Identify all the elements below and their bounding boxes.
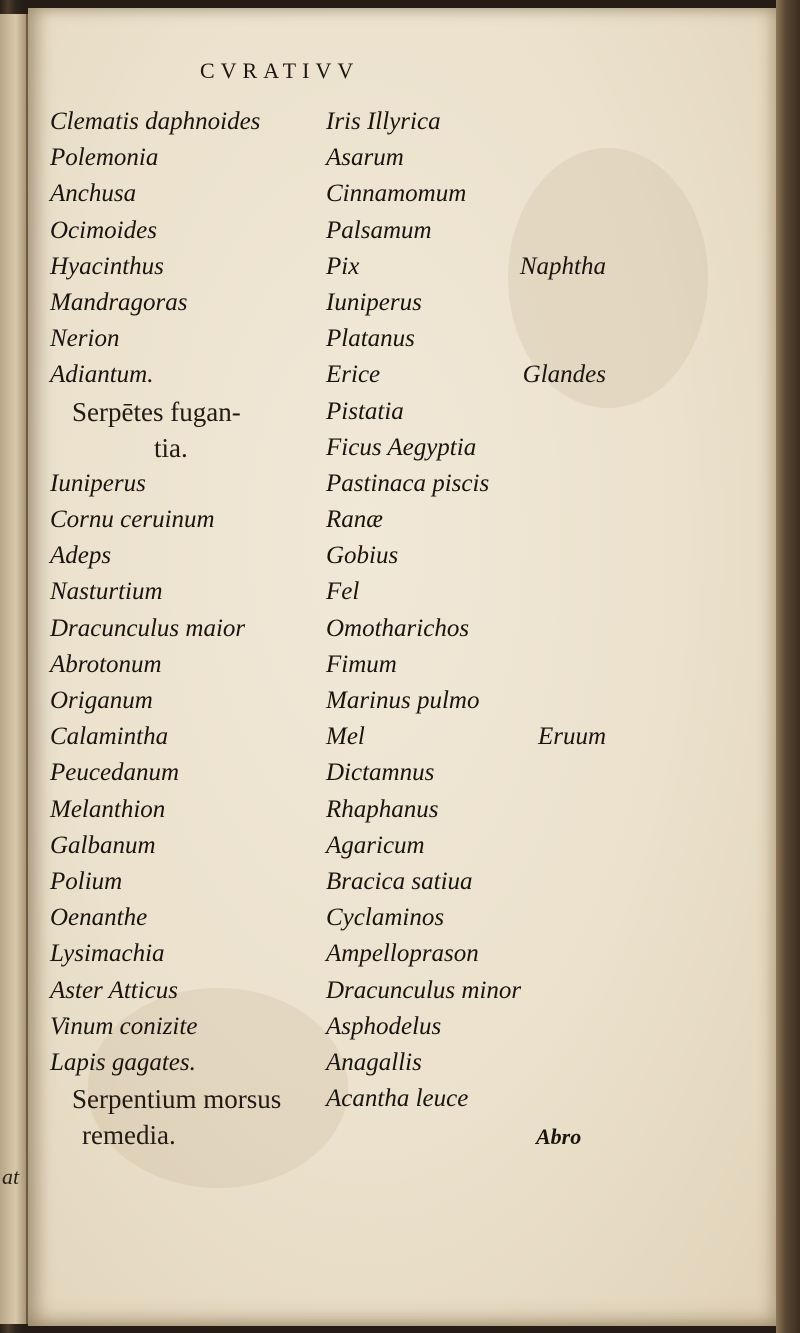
- list-item: [326, 864, 606, 900]
- list-item: [50, 936, 320, 972]
- list-item: [50, 792, 320, 828]
- entry-text: Erice: [326, 361, 381, 389]
- list-item: [50, 1045, 320, 1081]
- entry-text: Mel: [326, 723, 365, 751]
- list-item: [50, 321, 320, 357]
- list-item: [326, 828, 606, 864]
- list-item: [50, 900, 320, 936]
- list-item: [326, 249, 606, 285]
- entry-text: Iuniperus: [326, 288, 422, 316]
- left-column: [50, 104, 320, 1153]
- entry-text: Hyacinthus: [50, 252, 164, 280]
- list-item: [326, 430, 606, 466]
- entry-text-right: Eruum: [537, 723, 606, 751]
- entry-text: Polium: [50, 867, 123, 895]
- list-item: [326, 538, 606, 574]
- entry-text: Serpētes fugan-: [72, 396, 241, 427]
- entry-text: Iris Illyrica: [326, 108, 441, 135]
- entry-text-right: Glandes: [522, 361, 606, 389]
- entry-text: Peucedanum: [50, 759, 180, 787]
- entry-text: Ranæ: [326, 506, 383, 534]
- list-item: [326, 719, 606, 755]
- entry-text: Origanum: [50, 687, 153, 714]
- entry-text: Ficus Aegyptia: [326, 433, 477, 461]
- entry-text: Abrotonum: [50, 650, 162, 678]
- list-item: [326, 357, 606, 393]
- entry-text: Nasturtium: [50, 578, 163, 606]
- list-item: [50, 683, 320, 719]
- list-item: [50, 647, 320, 683]
- previous-page-edge: [0, 14, 28, 1324]
- list-item: [50, 140, 320, 176]
- list-item: [326, 755, 606, 791]
- entry-text: Lysimachia: [50, 940, 165, 968]
- entry-text: Rhaphanus: [326, 795, 439, 823]
- list-item: [50, 973, 320, 1009]
- entry-text: Palsamum: [326, 216, 432, 244]
- list-item: [326, 140, 606, 176]
- entry-text: Iuniperus: [50, 469, 146, 497]
- entry-text: Anchusa: [50, 180, 137, 208]
- list-item: [50, 249, 320, 285]
- binding-edge: [776, 0, 800, 1333]
- list-item: [326, 213, 606, 249]
- list-item: [50, 502, 320, 538]
- entry-text: Clematis daphnoides: [50, 108, 261, 135]
- list-item: [50, 466, 320, 502]
- list-item: [50, 104, 320, 140]
- entry-text: Nerion: [50, 325, 120, 353]
- entry-text: Asphodelus: [326, 1012, 442, 1040]
- entry-text: Dracunculus maior: [50, 614, 246, 642]
- entry-text: Galbanum: [50, 831, 156, 859]
- entry-text: Serpentium morsus: [72, 1084, 282, 1115]
- list-item: [50, 719, 320, 755]
- list-item: [326, 574, 606, 610]
- entry-text: Ocimoides: [50, 216, 157, 244]
- catchword: Abro: [536, 1124, 582, 1149]
- entry-text: Adeps: [50, 542, 112, 570]
- list-item: [326, 647, 606, 683]
- list-item: [326, 104, 606, 140]
- list-item: [50, 357, 320, 393]
- entry-text: Vinum conizite: [50, 1012, 198, 1040]
- list-item: [50, 394, 320, 430]
- entry-text: tia.: [154, 432, 188, 463]
- entry-text: Acantha leuce: [326, 1085, 469, 1113]
- right-column: [326, 104, 606, 1117]
- entry-text: Gobius: [326, 542, 399, 570]
- list-item: [326, 502, 606, 538]
- list-item: [50, 574, 320, 610]
- margin-mark: at: [2, 1164, 20, 1189]
- list-item: [326, 1081, 606, 1117]
- entry-text: Cyclaminos: [326, 904, 445, 932]
- entry-text: Dracunculus minor: [326, 976, 522, 1004]
- entry-text: Marinus pulmo: [326, 687, 480, 714]
- list-item: [326, 936, 606, 972]
- list-item: [326, 321, 606, 357]
- entry-text: Anagallis: [326, 1048, 422, 1076]
- list-item: [50, 828, 320, 864]
- entry-text: Oenanthe: [50, 904, 148, 932]
- list-item: [326, 900, 606, 936]
- list-item: [50, 176, 320, 212]
- list-item: [50, 285, 320, 321]
- list-item: [326, 973, 606, 1009]
- list-item: [326, 1009, 606, 1045]
- entry-text: Adiantum.: [50, 361, 154, 389]
- entry-text: Agaricum: [326, 831, 425, 859]
- list-item: [50, 430, 320, 466]
- entry-text: Polemonia: [50, 144, 159, 172]
- entry-text: Aster Atticus: [50, 976, 179, 1004]
- entry-text: Pistatia: [326, 397, 404, 425]
- entry-text: Melanthion: [50, 795, 166, 823]
- entry-text-right: Naphtha: [519, 252, 606, 280]
- list-item: [326, 466, 606, 502]
- list-item: [50, 611, 320, 647]
- list-item: [326, 1045, 606, 1081]
- list-item: [50, 213, 320, 249]
- entry-text: Calamintha: [50, 723, 169, 751]
- entry-text: Platanus: [326, 325, 415, 353]
- list-item: [326, 176, 606, 212]
- list-item: [326, 611, 606, 647]
- running-header: CVRATIVV: [200, 58, 360, 83]
- entry-text: Dictamnus: [326, 759, 435, 787]
- list-item: [50, 1117, 320, 1153]
- list-item: [50, 864, 320, 900]
- entry-text: Cinnamomum: [326, 180, 467, 208]
- entry-text: Ampelloprason: [326, 940, 479, 968]
- list-item: [326, 394, 606, 430]
- list-item: [326, 683, 606, 719]
- entry-text: Fimum: [326, 650, 397, 678]
- entry-text: Pix: [326, 252, 360, 280]
- entry-text: Mandragoras: [50, 288, 188, 316]
- entry-text: Fel: [326, 578, 360, 606]
- list-item: [50, 538, 320, 574]
- entry-text: Lapis gagates.: [50, 1048, 196, 1076]
- entry-text: Omotharichos: [326, 614, 470, 642]
- list-item: [50, 1081, 320, 1117]
- list-item: [50, 755, 320, 791]
- list-item: [50, 1009, 320, 1045]
- entry-text: remedia.: [82, 1120, 176, 1151]
- entry-text: Pastinaca piscis: [326, 469, 490, 497]
- list-item: [326, 792, 606, 828]
- entry-text: Bracica satiua: [326, 867, 473, 895]
- list-item: [326, 285, 606, 321]
- entry-text: Asarum: [326, 144, 404, 172]
- entry-text: Cornu ceruinum: [50, 506, 215, 534]
